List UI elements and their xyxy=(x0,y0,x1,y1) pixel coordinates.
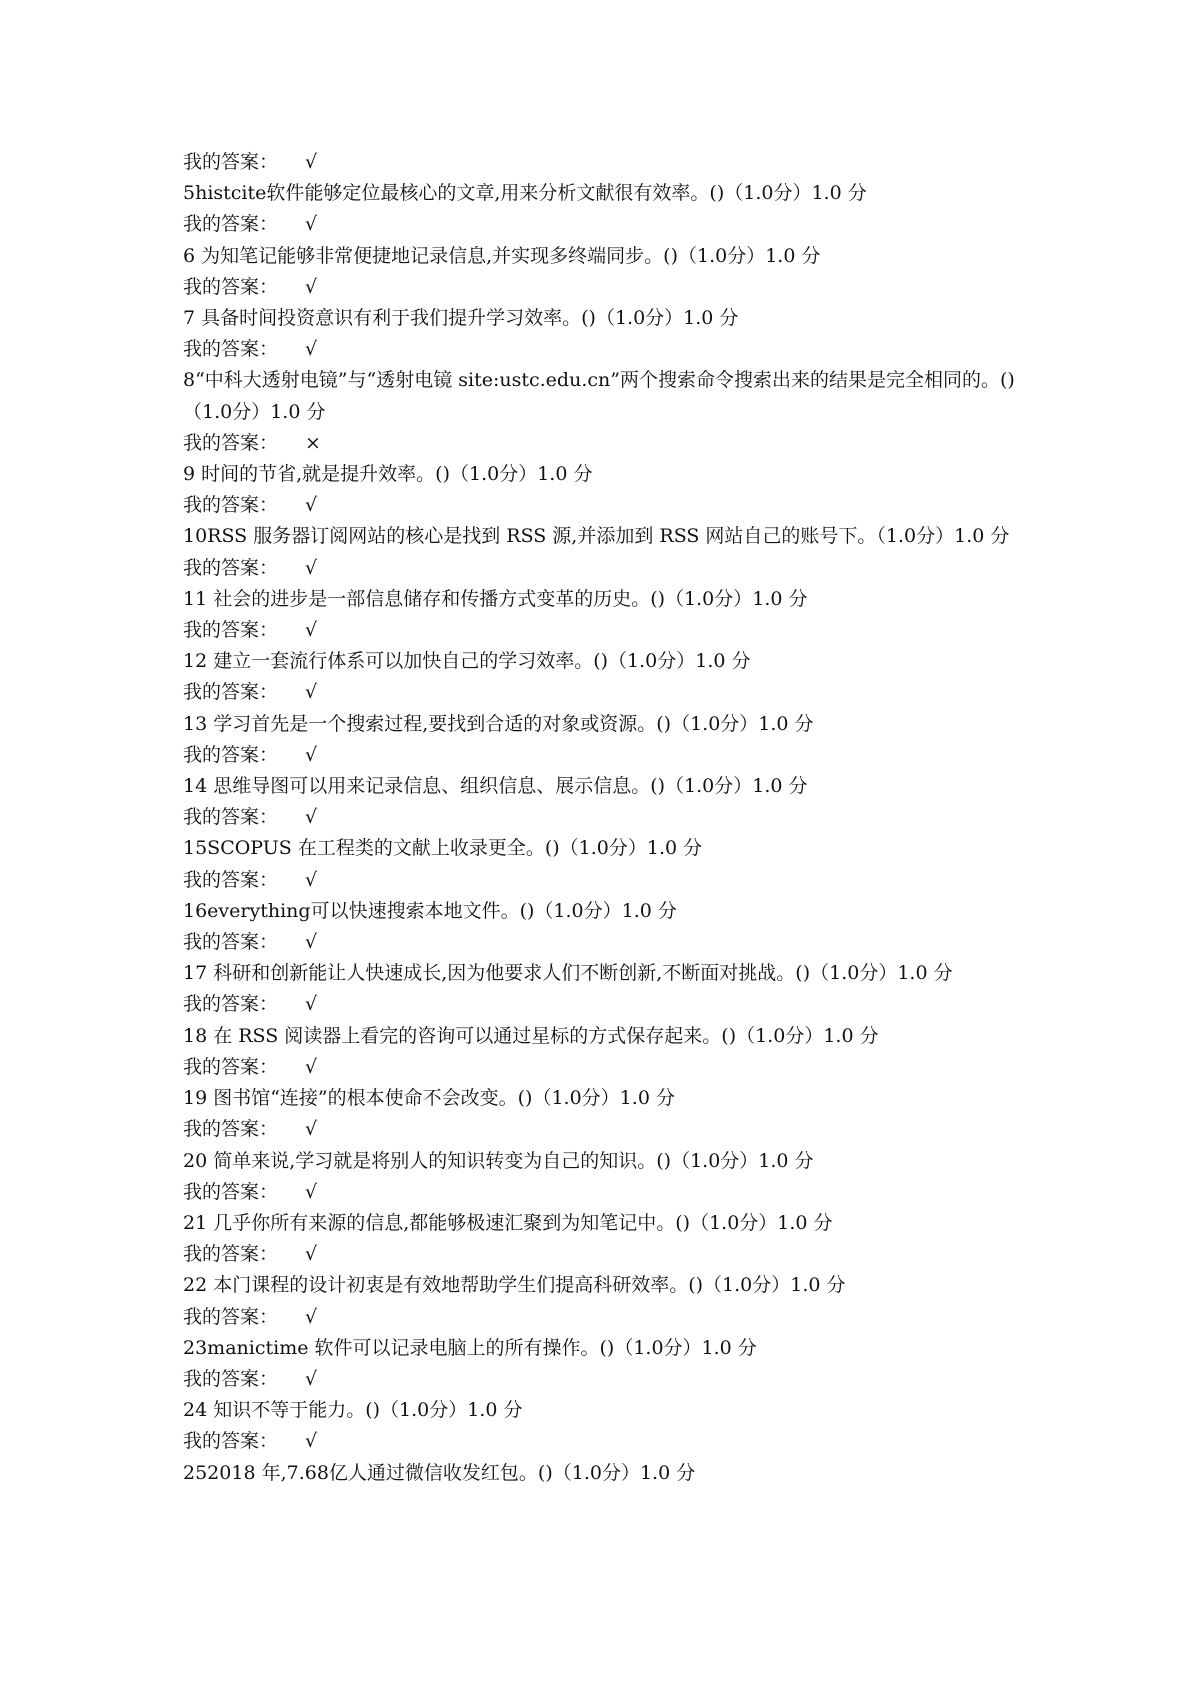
answer-label: 我的答案： xyxy=(183,993,279,1016)
question-line: 11 社会的进步是一部信息储存和传播方式变革的历史。()（1.0分）1.0 分 xyxy=(183,587,808,610)
answer-line xyxy=(183,490,1023,521)
answer-line xyxy=(183,1239,1023,1270)
answer-label: 我的答案： xyxy=(183,1430,279,1453)
answer-label: 我的答案： xyxy=(183,338,279,361)
answer-value: √ xyxy=(305,213,318,236)
question-line: 22 本门课程的设计初衷是有效地帮助学生们提高科研效率。()（1.0分）1.0 分 xyxy=(183,1274,846,1297)
answer-value: √ xyxy=(305,494,318,517)
answer-label: 我的答案： xyxy=(183,213,279,236)
answer-label: 我的答案： xyxy=(183,1305,279,1328)
answer-label: 我的答案： xyxy=(183,1180,279,1203)
question-line: 20 简单来说,学习就是将别人的知识转变为自己的知识。()（1.0分）1.0 分 xyxy=(183,1149,814,1172)
answer-label: 我的答案： xyxy=(183,681,279,704)
answer-value: √ xyxy=(305,338,318,361)
answer-label: 我的答案： xyxy=(183,431,279,454)
answer-line xyxy=(183,615,1023,646)
answer-line xyxy=(183,677,1023,708)
answer-line xyxy=(183,334,1023,365)
answer-line xyxy=(183,927,1023,958)
question-line: 21 几乎你所有来源的信息,都能够极速汇聚到为知笔记中。()（1.0分）1.0 分 xyxy=(183,1211,833,1234)
answer-value: √ xyxy=(305,619,318,642)
answer-value: √ xyxy=(305,1305,318,1328)
answer-label: 我的答案： xyxy=(183,556,279,579)
question-line: 252018 年,7.68亿人通过微信收发红包。()（1.0分）1.0 分 xyxy=(183,1461,696,1484)
answer-value: √ xyxy=(305,931,318,954)
answer-label: 我的答案： xyxy=(183,1118,279,1141)
answer-label: 我的答案： xyxy=(183,806,279,829)
answer-label: 我的答案： xyxy=(183,931,279,954)
answer-line xyxy=(183,1302,1023,1333)
answer-value: × xyxy=(305,431,321,454)
answer-value: √ xyxy=(305,1055,318,1078)
answer-line xyxy=(183,802,1023,833)
answer-value: √ xyxy=(305,1180,318,1203)
answer-value: √ xyxy=(305,743,318,766)
answer-label: 我的答案： xyxy=(183,494,279,517)
answer-label: 我的答案： xyxy=(183,1243,279,1266)
question-line: 24 知识不等于能力。()（1.0分）1.0 分 xyxy=(183,1399,523,1422)
question-line: 16everything可以快速搜索本地文件。()（1.0分）1.0 分 xyxy=(183,899,677,922)
question-line: 13 学习首先是一个搜索过程,要找到合适的对象或资源。()（1.0分）1.0 分 xyxy=(183,712,814,735)
answer-label: 我的答案： xyxy=(183,1055,279,1078)
answer-label: 我的答案： xyxy=(183,743,279,766)
answer-value: √ xyxy=(305,868,318,891)
answer-line xyxy=(183,1364,1023,1395)
answer-line xyxy=(183,865,1023,896)
answer-label: 我的答案： xyxy=(183,868,279,891)
answer-line xyxy=(183,272,1023,303)
answer-value: √ xyxy=(305,1118,318,1141)
answer-line xyxy=(183,553,1023,584)
question-line: 12 建立一套流行体系可以加快自己的学习效率。()（1.0分）1.0 分 xyxy=(183,650,751,673)
question-line: 8“中科大透射电镜”与“透射电镜 site:ustc.edu.cn”两个搜索命令搜索出来的结果是完全相同的。()（1.0分）1.0 分 xyxy=(183,369,1015,423)
answer-line xyxy=(183,1114,1023,1145)
answer-value: √ xyxy=(305,151,318,173)
answer-value: √ xyxy=(305,1367,318,1390)
answer-label: 我的答案： xyxy=(183,619,279,642)
question-line: 14 思维导图可以用来记录信息、组织信息、展示信息。()（1.0分）1.0 分 xyxy=(183,775,808,798)
answer-label: 我的答案： xyxy=(183,151,279,173)
answer-value: √ xyxy=(305,556,318,579)
question-line: 18 在 RSS 阅读器上看完的咨询可以通过星标的方式保存起来。()（1.0分）1.0 分 xyxy=(183,1024,879,1047)
answer-line xyxy=(183,428,1023,459)
answer-label: 我的答案： xyxy=(183,275,279,298)
question-line: 23manictime 软件可以记录电脑上的所有操作。()（1.0分）1.0 分 xyxy=(183,1336,757,1359)
answer-line xyxy=(183,1426,1023,1457)
answer-line xyxy=(183,1052,1023,1083)
answer-value: √ xyxy=(305,806,318,829)
answer-value: √ xyxy=(305,275,318,298)
answer-line xyxy=(183,147,1023,178)
answer-line xyxy=(183,1177,1023,1208)
question-line: 5histcite软件能够定位最核心的文章,用来分析文献很有效率。()（1.0分）1.0 分 xyxy=(183,182,867,205)
question-line: 17 科研和创新能让人快速成长,因为他要求人们不断创新,不断面对挑战。()（1.0分）1.0 分 xyxy=(183,962,953,985)
question-line: 15SCOPUS 在工程类的文献上收录更全。()（1.0分）1.0 分 xyxy=(183,837,703,860)
question-line: 9 时间的节省,就是提升效率。()（1.0分）1.0 分 xyxy=(183,463,593,486)
document-page xyxy=(183,147,1023,1489)
answer-value: √ xyxy=(305,681,318,704)
answer-line xyxy=(183,209,1023,240)
question-line: 7 具备时间投资意识有利于我们提升学习效率。()（1.0分）1.0 分 xyxy=(183,307,739,330)
question-line: 10RSS 服务器订阅网站的核心是找到 RSS 源,并添加到 RSS 网站自己的账号下。（1.0分）1.0 分 xyxy=(183,525,1010,548)
answer-line xyxy=(183,989,1023,1020)
answer-label: 我的答案： xyxy=(183,1367,279,1390)
answer-value: √ xyxy=(305,993,318,1016)
question-line: 6 为知笔记能够非常便捷地记录信息,并实现多终端同步。()（1.0分）1.0 分 xyxy=(183,244,821,267)
answer-value: √ xyxy=(305,1243,318,1266)
answer-line xyxy=(183,740,1023,771)
question-line: 19 图书馆“连接”的根本使命不会改变。()（1.0分）1.0 分 xyxy=(183,1087,675,1110)
answer-value: √ xyxy=(305,1430,318,1453)
